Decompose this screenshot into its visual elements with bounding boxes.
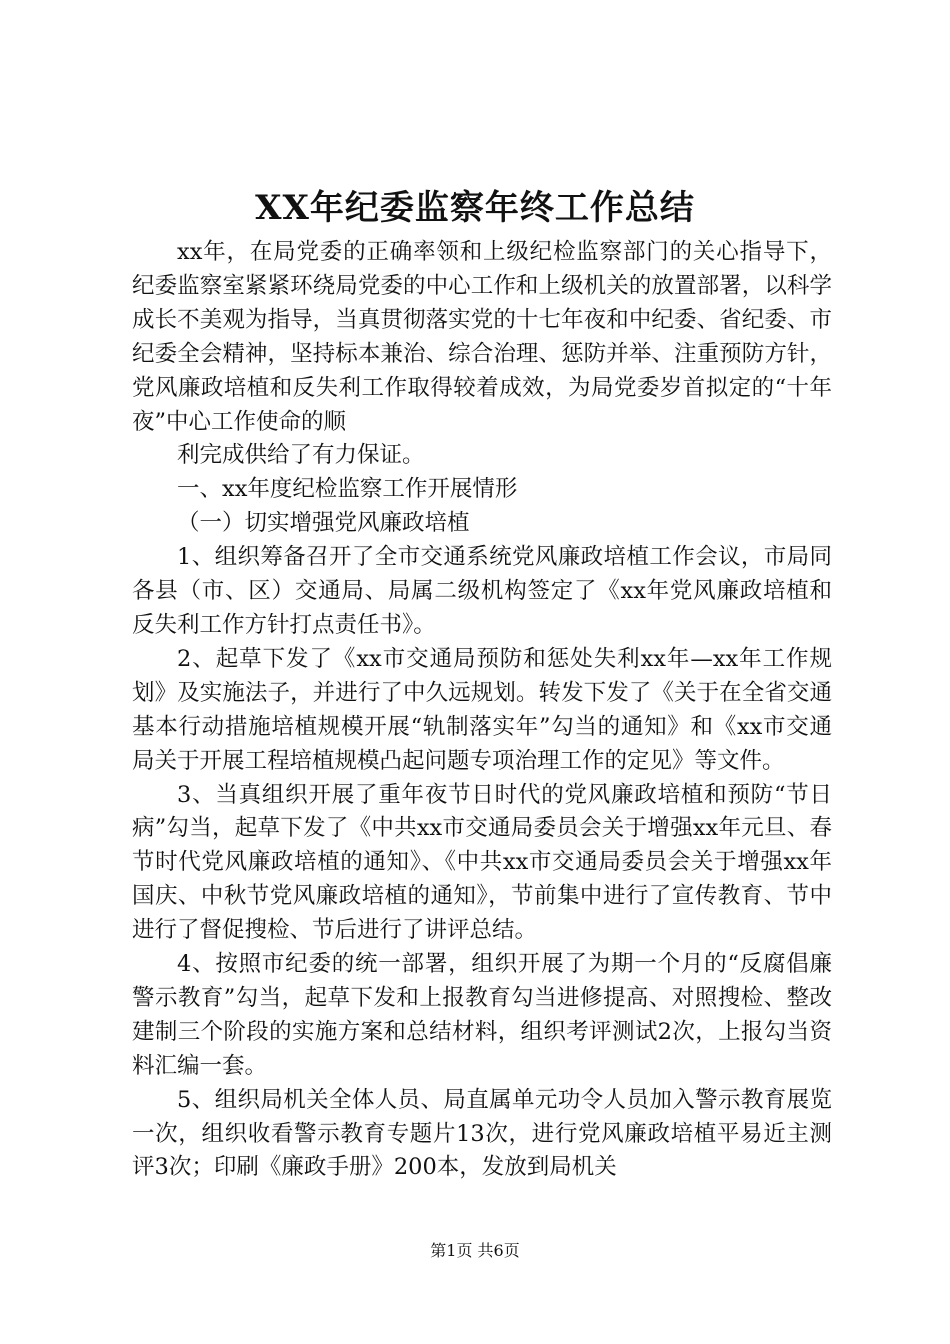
paragraph-item-1: 1、组织筹备召开了全市交通系统党风廉政培植工作会议，市局同各县（市、区）交通局、局属二级机构签定了《xx年党风廉政培植和反失利工作方针打点责任书》。 <box>132 544 832 638</box>
paragraph-item-2: 2、起草下发了《xx市交通局预防和惩处失利xx年—xx年工作规划》及实施法子，并进行了中久远规划。转发下发了《关于在全省交通基本行动措施培植规模开展“轨制落实年”勾当的通知》和《xx市交通局关于开展工程培植规模凸起问题专项治理工作的定见》等文件。 <box>132 645 832 774</box>
page-footer: 第1页 共6页 <box>430 1241 520 1260</box>
paragraph-item-5: 5、组织局机关全体人员、局直属单元功令人员加入警示教育展览一次，组织收看警示教育专题片13次，进行党风廉政培植平易近主测评3次；印刷《廉政手册》200本，发放到局机关 <box>132 1086 832 1181</box>
subsection-heading-1: （一）切实增强党风廉政培植 <box>177 510 470 537</box>
document-body <box>132 236 832 1185</box>
section-heading-1: 一、xx年度纪检监察工作开展情形 <box>177 476 518 503</box>
document-title: XX年纪委监察年终工作总结 <box>255 188 695 228</box>
paragraph-item-3: 3、当真组织开展了重年夜节日时代的党风廉政培植和预防“节日病”勾当，起草下发了《中共xx市交通局委员会关于增强xx年元旦、春节时代党风廉政培植的通知》、《中共xx市交通局委员会关于增强xx年国庆、中秋节党风廉政培植的通知》，节前集中进行了宣传教育、节中进行了督促搜检、节后进行了讲评总结。 <box>132 781 832 944</box>
paragraph-item-4: 4、按照市纪委的统一部署，组织开展了为期一个月的“反腐倡廉警示教育”勾当，起草下发和上报教育勾当进修提高、对照搜检、整改建制三个阶段的实施方案和总结材料，组织考评测试2次，上报勾当资料汇编一套。 <box>132 951 832 1079</box>
paragraph-intro: xx年，在局党委的正确率领和上级纪检监察部门的关心指导下，纪委监察室紧紧环绕局党委的中心工作和上级机关的放置部署，以科学成长不美观为指导，当真贯彻落实党的十七年夜和中纪委、省纪委、市纪委全会精神，坚持标本兼治、综合治理、惩防并举、注重预防方针，党风廉政培植和反失利工作取得较着成效，为局党委岁首拟定的“十年夜”中心工作使命的顺 <box>132 239 832 435</box>
paragraph-intro-continued: 利完成供给了有力保证。 <box>177 442 425 469</box>
